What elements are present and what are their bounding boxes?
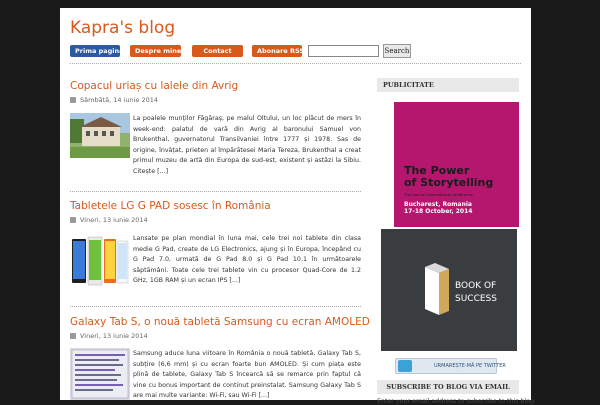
post-thumbnail[interactable]	[70, 113, 130, 158]
post-excerpt: La poalele munților Făgăraș, pe malul Oltului, un loc plăcut de mers în week-end: palatul de vară din Avrig al baronului Samuel von Brukenthal, guvernatorul Transilvaniei între 1777 și 1978. Sas de origine, învățat, prieten al împărătesei Maria Tereza, Brukenthal a creat primul muzeu de artă din Europa de sud-est, existent și astăzi la Sibiu. Citește [...]	[133, 115, 361, 175]
post-thumbnail[interactable]	[70, 233, 130, 293]
post-excerpt: Samsung aduce luna viitoare în România o nouă tabletă, Galaxy Tab S, subțire (6,6 mm) și cu ecran foarte bun AMOLED. Și cum piața este plină de tablete, Galaxy Tab S încearcă să se remarce prin faptul că vine cu bonus important de continut preinstalat. Samsung Galaxy Tab S are mai multe variante: Wi-Fi, sau Wi-Fi [...]	[133, 350, 361, 399]
post-date: Sâmbătă, 14 iunie 2014	[70, 96, 158, 104]
calendar-icon	[70, 97, 76, 103]
ad-headline: The Power of Storytelling	[404, 164, 494, 189]
site-title[interactable]: Kapra's blog	[70, 18, 176, 38]
svg-text:SUCCESS: SUCCESS	[455, 294, 497, 304]
post-divider	[70, 191, 361, 192]
nav-contact[interactable]: Contact	[192, 45, 243, 57]
ad-subline: The annual international conference	[404, 192, 473, 197]
post-date: Vineri, 13 iunie 2014	[70, 332, 148, 340]
widget-title-publicitate: PUBLICITATE	[377, 78, 519, 92]
calendar-icon	[70, 333, 76, 339]
ad-book-of-success[interactable]	[381, 229, 517, 351]
ad-power-of-storytelling[interactable]	[394, 102, 519, 227]
twitter-follow-button[interactable]	[395, 358, 506, 374]
nav-abonare-rss[interactable]: Abonare RSS	[252, 45, 302, 57]
book-of-success-logo	[381, 229, 517, 351]
nav-despre-mine[interactable]: Despre mine	[130, 45, 181, 57]
nav-prima-pagina[interactable]: Prima pagina	[70, 45, 120, 57]
header-divider	[70, 63, 521, 64]
widget-title-subscribe: SUBSCRIBE TO BLOG VIA EMAIL	[377, 380, 519, 394]
twitter-bird-icon	[398, 360, 412, 372]
post-title[interactable]: Galaxy Tab S, o nouă tabletă Samsung cu ecran AMOLED	[70, 316, 370, 328]
subscribe-description: Enter your email address to subscribe to this blog	[377, 398, 535, 405]
search-button[interactable]: Search	[383, 44, 411, 58]
calendar-icon	[70, 217, 76, 223]
post-title[interactable]: Tabletele LG G PAD sosesc în România	[70, 200, 271, 212]
ad-place: Bucharest, Romania 17-18 October, 2014	[404, 201, 473, 215]
post-excerpt: Lansate pe plan mondial în luna mai, cele trei noi tablete din clasa medie G Pad, create de LG Electronics, ajung și în Europa, începând cu G Pad 7.0, urmată de G Pad 8.0 și G Pad 10.1 în următoarele săptămâni. Toate cele trei tablete vin cu procesor Quad-Core de 1.2 GHz, 1GB RAM și un ecran IPS [...]	[133, 235, 361, 284]
page-container	[60, 8, 535, 405]
twitter-follow-label: URMAREȘTE-MĂ PE TWITTER	[434, 363, 506, 369]
post-title[interactable]: Copacul uriaș cu lalele din Avrig	[70, 80, 239, 92]
post-thumbnail[interactable]	[70, 348, 130, 400]
search-input[interactable]	[308, 45, 379, 57]
post-divider	[70, 306, 361, 307]
svg-text:BOOK OF: BOOK OF	[455, 281, 497, 291]
post-date: Vineri, 13 iunie 2014	[70, 216, 148, 224]
